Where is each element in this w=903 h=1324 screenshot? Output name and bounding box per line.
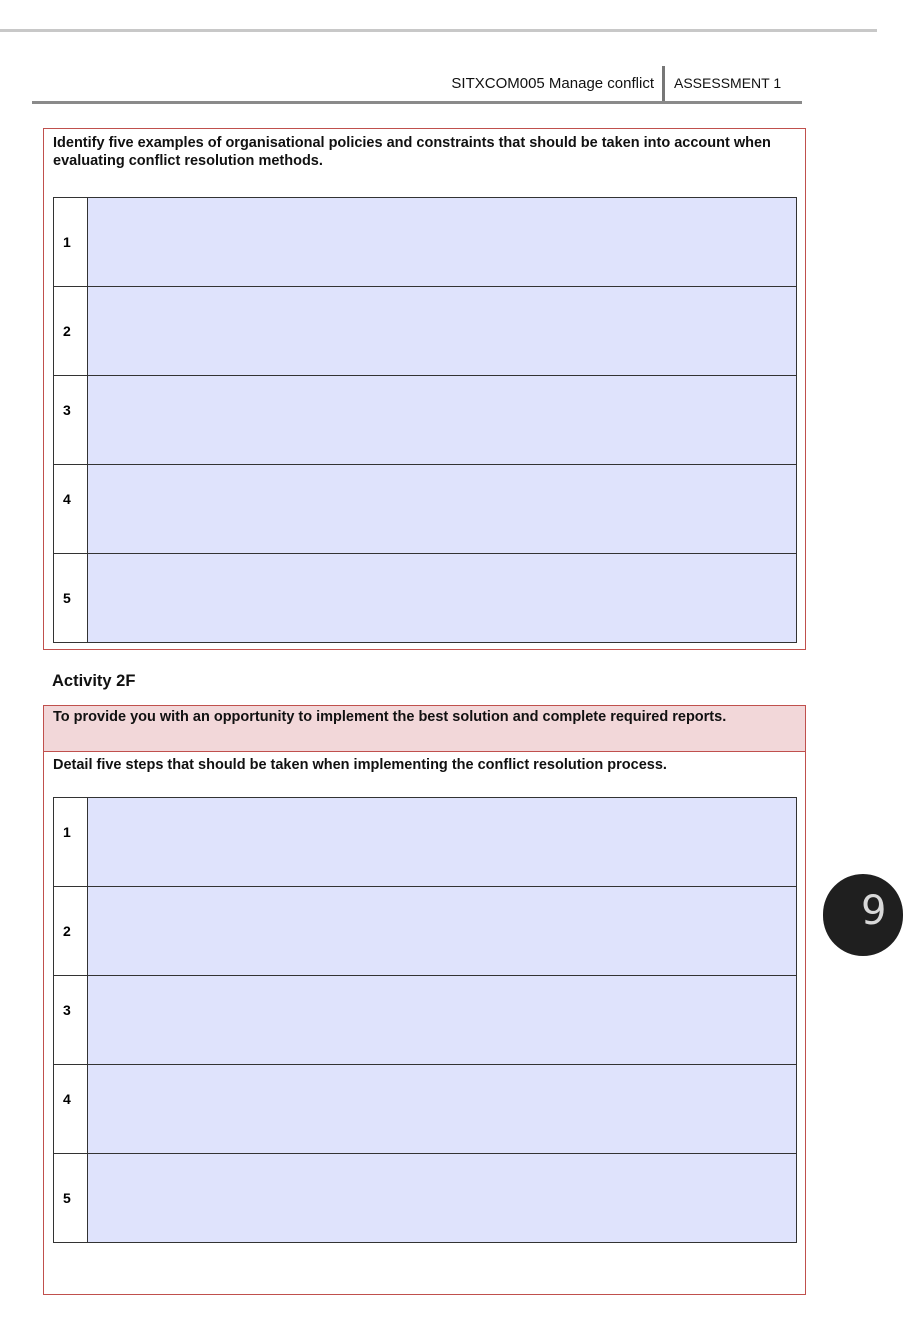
activity-title: Activity 2F — [52, 672, 136, 690]
row-number: 1 — [54, 798, 88, 887]
table-row — [54, 798, 797, 887]
row-number: 5 — [54, 1154, 88, 1243]
table-row — [54, 376, 797, 465]
step-field-2[interactable] — [88, 887, 797, 976]
header-course-title: SITXCOM005 Manage conflict — [451, 75, 654, 92]
step-field-4[interactable] — [88, 1065, 797, 1154]
table-row — [54, 887, 797, 976]
question-1-text: Identify five examples of organisational policies and constraints that should be taken into account when evaluating conflict resolution methods. — [53, 135, 771, 169]
table-row — [54, 287, 797, 376]
header-underline — [32, 101, 802, 104]
question-1-answer-table — [53, 197, 797, 643]
step-field-1[interactable] — [88, 798, 797, 887]
row-number: 2 — [54, 887, 88, 976]
activity-2f-box — [43, 705, 806, 1295]
table-row — [54, 554, 797, 643]
answer-field-2[interactable] — [88, 287, 797, 376]
table-row — [54, 198, 797, 287]
table-row — [54, 1065, 797, 1154]
row-number: 3 — [54, 976, 88, 1065]
activity-answer-table — [53, 797, 797, 1243]
page-number-text: 9 — [861, 888, 887, 934]
page-header — [32, 66, 802, 104]
activity-question-text: Detail five steps that should be taken when implementing the conflict resolution process. — [53, 757, 667, 773]
answer-field-1[interactable] — [88, 198, 797, 287]
question-1-box — [43, 128, 806, 650]
table-row — [54, 1154, 797, 1243]
row-number: 1 — [54, 198, 88, 287]
activity-objective-text: To provide you with an opportunity to implement the best solution and complete required reports. — [53, 709, 727, 725]
header-assessment-label: ASSESSMENT 1 — [674, 75, 782, 91]
row-number: 3 — [54, 376, 88, 465]
row-number: 5 — [54, 554, 88, 643]
header-divider — [662, 66, 665, 101]
activity-objective-banner — [44, 706, 805, 752]
answer-field-5[interactable] — [88, 554, 797, 643]
table-row — [54, 976, 797, 1065]
top-rule — [0, 29, 877, 32]
row-number: 2 — [54, 287, 88, 376]
row-number: 4 — [54, 465, 88, 554]
answer-field-3[interactable] — [88, 376, 797, 465]
table-row — [54, 465, 797, 554]
step-field-3[interactable] — [88, 976, 797, 1065]
step-field-5[interactable] — [88, 1154, 797, 1243]
row-number: 4 — [54, 1065, 88, 1154]
page-number-indicator[interactable] — [823, 874, 903, 956]
answer-field-4[interactable] — [88, 465, 797, 554]
